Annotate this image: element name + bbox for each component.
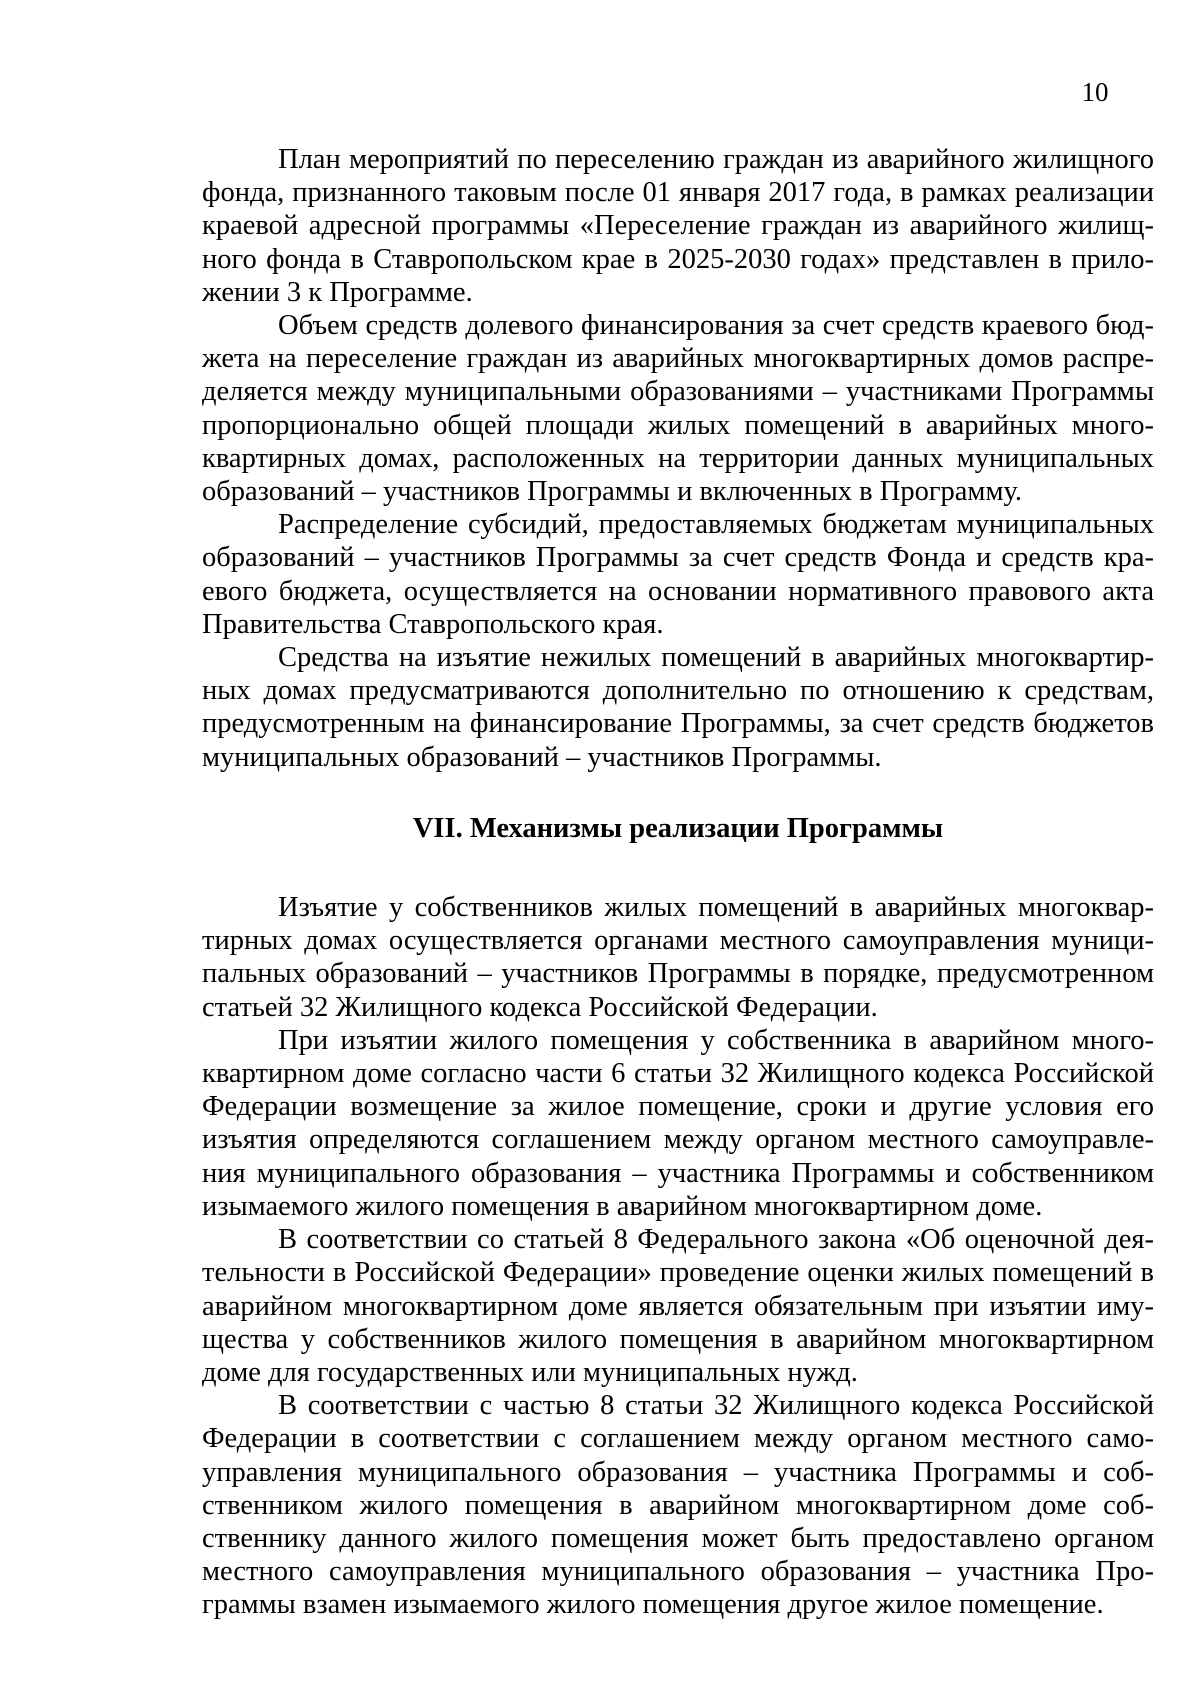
paragraph-nonresidential-funds: Средства на изъятие нежилых помещений в аварийных многоквартирных домах предусматриваются дополнительно по отношению к средствам, предусмотренным на финансирование Программы, за счет средств бюджетов муниципальных образований – участников Программы. <box>202 642 1154 773</box>
paragraph-seizure: Изъятие у собственников жилых помещений в аварийных многоквартирных домах осуществляется органами местного самоуправления муниципальных образований – участников Программы в порядке, предусмотренном статьей 32 Жилищного кодекса Российской Федерации. <box>202 892 1154 1023</box>
section-heading: VII. Механизмы реализации Программы <box>412 812 944 844</box>
document-body <box>202 143 1154 1622</box>
paragraph-subsidy-distribution: Распределение субсидий, предоставляемых бюджетам муниципальных образований – участников Программы за счет средств Фонда и средств краевого бюджета, осуществляется на основании нормативного правового акта Правительства Ставропольского края. <box>202 509 1154 640</box>
paragraph-plan: План мероприятий по переселению граждан из аварийного жилищного фонда, признанного таковым после 01 января 2017 года, в рамках реализации краевой адресной программы «Переселение граждан из аварийного жилищного фонда в Ставропольском крае в 2025-2030 годах» представлен в приложении 3 к Программе. <box>202 144 1154 308</box>
paragraph-funding-volume: Объем средств долевого финансирования за счет средств краевого бюджета на переселение граждан из аварийных многоквартирных домов распределяется между муниципальными образованиями – участниками Программы пропорционально общей площади жилых помещений в аварийных многоквартирных домах, расположенных на территории данных муниципальных образований – участников Программы и включенных в Программу. <box>202 310 1154 508</box>
paragraph-valuation: В соответствии со статьей 8 Федерального закона «Об оценочной деятельности в Российской Федерации» проведение оценки жилых помещений в аварийном многоквартирном доме является обязательным при изъятии имущества у собственников жилого помещения в аварийном многоквартирном доме для государственных или муниципальных нужд. <box>202 1224 1154 1388</box>
page-number: 10 <box>1081 77 1109 107</box>
paragraph-compensation: При изъятии жилого помещения у собственника в аварийном многоквартирном доме согласно части 6 статьи 32 Жилищного кодекса Российской Федерации возмещение за жилое помещение, сроки и другие условия его изъятия определяются соглашением между органом местного самоуправления муниципального образования – участника Программы и собственником изымаемого жилого помещения в аварийном многоквартирном доме. <box>202 1024 1154 1222</box>
paragraph-replacement-housing: В соответствии с частью 8 статьи 32 Жилищного кодекса Российской Федерации в соответствии с соглашением между органом местного самоуправления муниципального образования – участника Программы и собственником жилого помещения в аварийном многоквартирном доме собственнику данного жилого помещения может быть предоставлено органом местного самоуправления муниципального образования – участника Программы взамен изымаемого жилого помещения другое жилое помещение. <box>202 1390 1154 1621</box>
